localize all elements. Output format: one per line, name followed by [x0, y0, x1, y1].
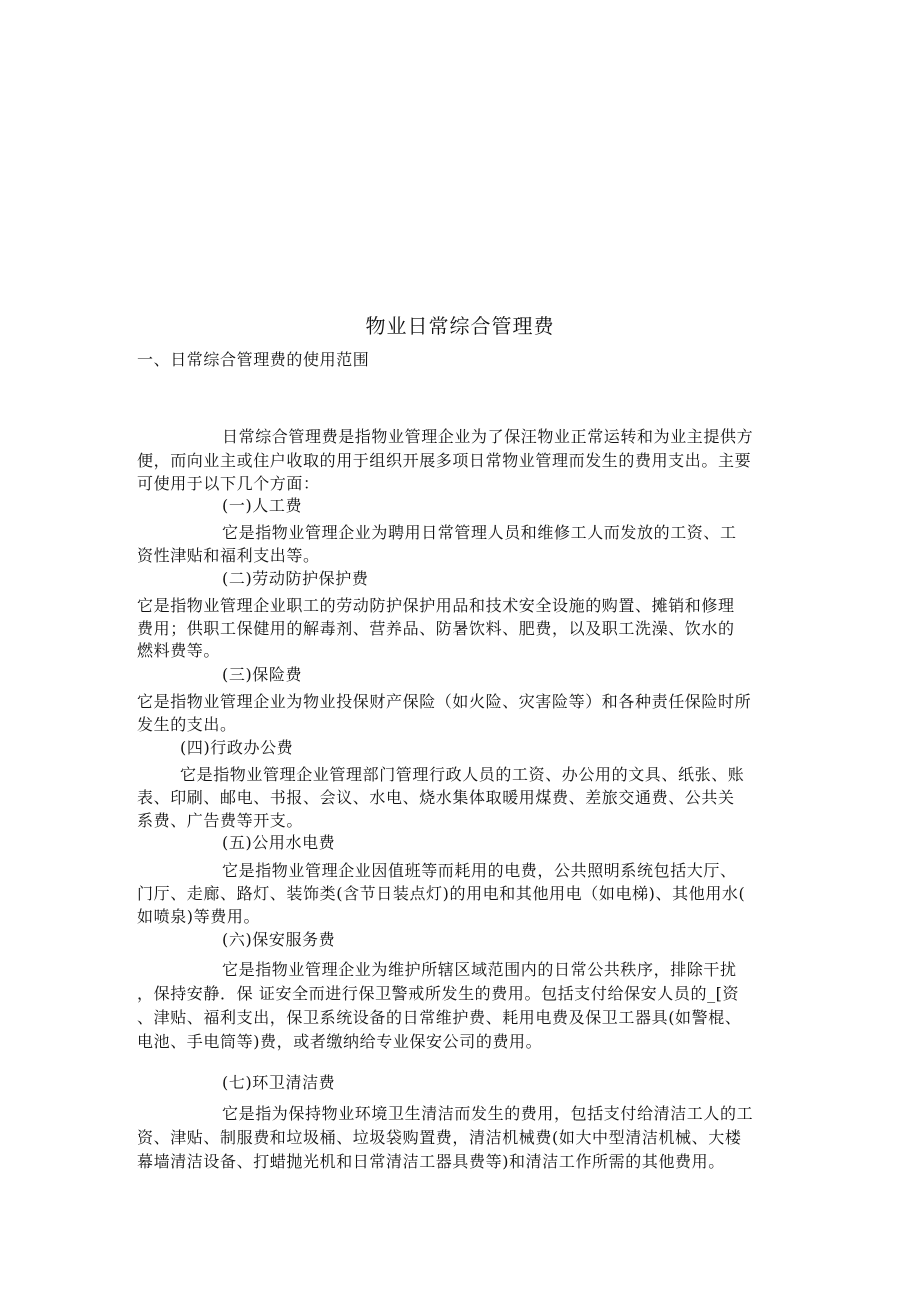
- item-heading-insurance: (三)保险费: [222, 665, 303, 684]
- item-text-utilities-2: 门厅、走廊、路灯、装饰类(含节日装点灯)的用电和其他用电（如电梯)、其他用水(: [137, 884, 746, 903]
- item-text-cleaning-1: 它是指为保持物业环境卫生清洁而发生的费用，包括支付给清洁工人的工: [222, 1104, 754, 1123]
- item-text-cleaning-2: 资、津贴、制服费和垃圾桶、垃圾袋购置费，清洁机械费(如大中型清洁机械、大楼: [137, 1128, 742, 1147]
- item-text-admin-3: 系费、广告费等开支。: [137, 811, 304, 830]
- intro-line-2: 便，而向业主或住户收取的用于组织开展多项日常物业管理而发生的费用支出。主要: [137, 451, 752, 470]
- document-title: 物业日常综合管理费: [365, 314, 555, 338]
- item-text-admin-2: 表、印刷、邮电、书报、会议、水电、烧水集体取暖用煤费、差旅交通费、公共关: [137, 788, 735, 807]
- item-text-security-1: 它是指物业管理企业为维护所辖区域范围内的日常公共秩序，排除干扰: [222, 960, 737, 979]
- item-heading-security: (六)保安服务费: [222, 930, 336, 949]
- intro-line-1: 日常综合管理费是指物业管理企业为了保汪物业正常运转和为业主提供方: [222, 427, 754, 446]
- item-text-utilities-1: 它是指物业管理企业因值班等而耗用的电费，公共照明系统包括大厅、: [222, 861, 737, 880]
- item-text-insurance-2: 发生的支出。: [137, 715, 237, 734]
- item-text-protection-3: 燃料费等。: [137, 641, 221, 660]
- item-heading-labor: (一)人工费: [222, 496, 303, 515]
- item-heading-cleaning: (七)环卫清洁费: [222, 1073, 336, 1092]
- item-text-utilities-3: 如喷泉)等费用。: [137, 907, 261, 926]
- item-heading-admin: (四)行政办公费: [180, 738, 294, 757]
- item-text-security-3: 、津贴、福利支出，保卫系统设备的日常维护费、耗用电费及保卫工器具(如警棍、: [137, 1008, 742, 1027]
- section-heading: 一、日常综合管理费的使用范围: [137, 350, 370, 369]
- item-text-security-2: ，保持安静．保 证安全而进行保卫警戒所发生的费用。包括支付给保安人员的_[资: [137, 984, 740, 1003]
- item-text-protection-2: 费用；供职工保健用的解毒剂、营养品、防暑饮料、肥费，以及职工洗澡、饮水的: [137, 619, 735, 638]
- item-text-security-4: 电池、手电筒等)费，或者缴纳给专业保安公司的费用。: [137, 1032, 543, 1051]
- item-text-cleaning-3: 幕墙清洁设备、打蜡抛光机和日常清洁工器具费等)和清洁工作所需的其他费用。: [137, 1152, 725, 1171]
- item-text-labor-2: 资性津贴和福利支出等。: [137, 546, 320, 565]
- item-text-labor-1: 它是指物业管理企业为聘用日常管理人员和维修工人而发放的工资、工: [222, 523, 737, 542]
- item-text-insurance-1: 它是指物业管理企业为物业投保财产保险（如火险、灾害险等）和各种责任保险时所: [137, 692, 752, 711]
- item-heading-protection: (二)劳动防护保护费: [222, 569, 369, 588]
- item-text-admin-1: 它是指物业管理企业管理部门管理行政人员的工资、办公用的文具、纸张、账: [180, 765, 745, 784]
- item-text-protection-1: 它是指物业管理企业职工的劳动防护保护用品和技术安全设施的购置、摊销和修理: [137, 596, 735, 615]
- intro-line-3: 可使用于以下几个方面：: [137, 474, 320, 493]
- item-heading-utilities: (五)公用水电费: [222, 833, 336, 852]
